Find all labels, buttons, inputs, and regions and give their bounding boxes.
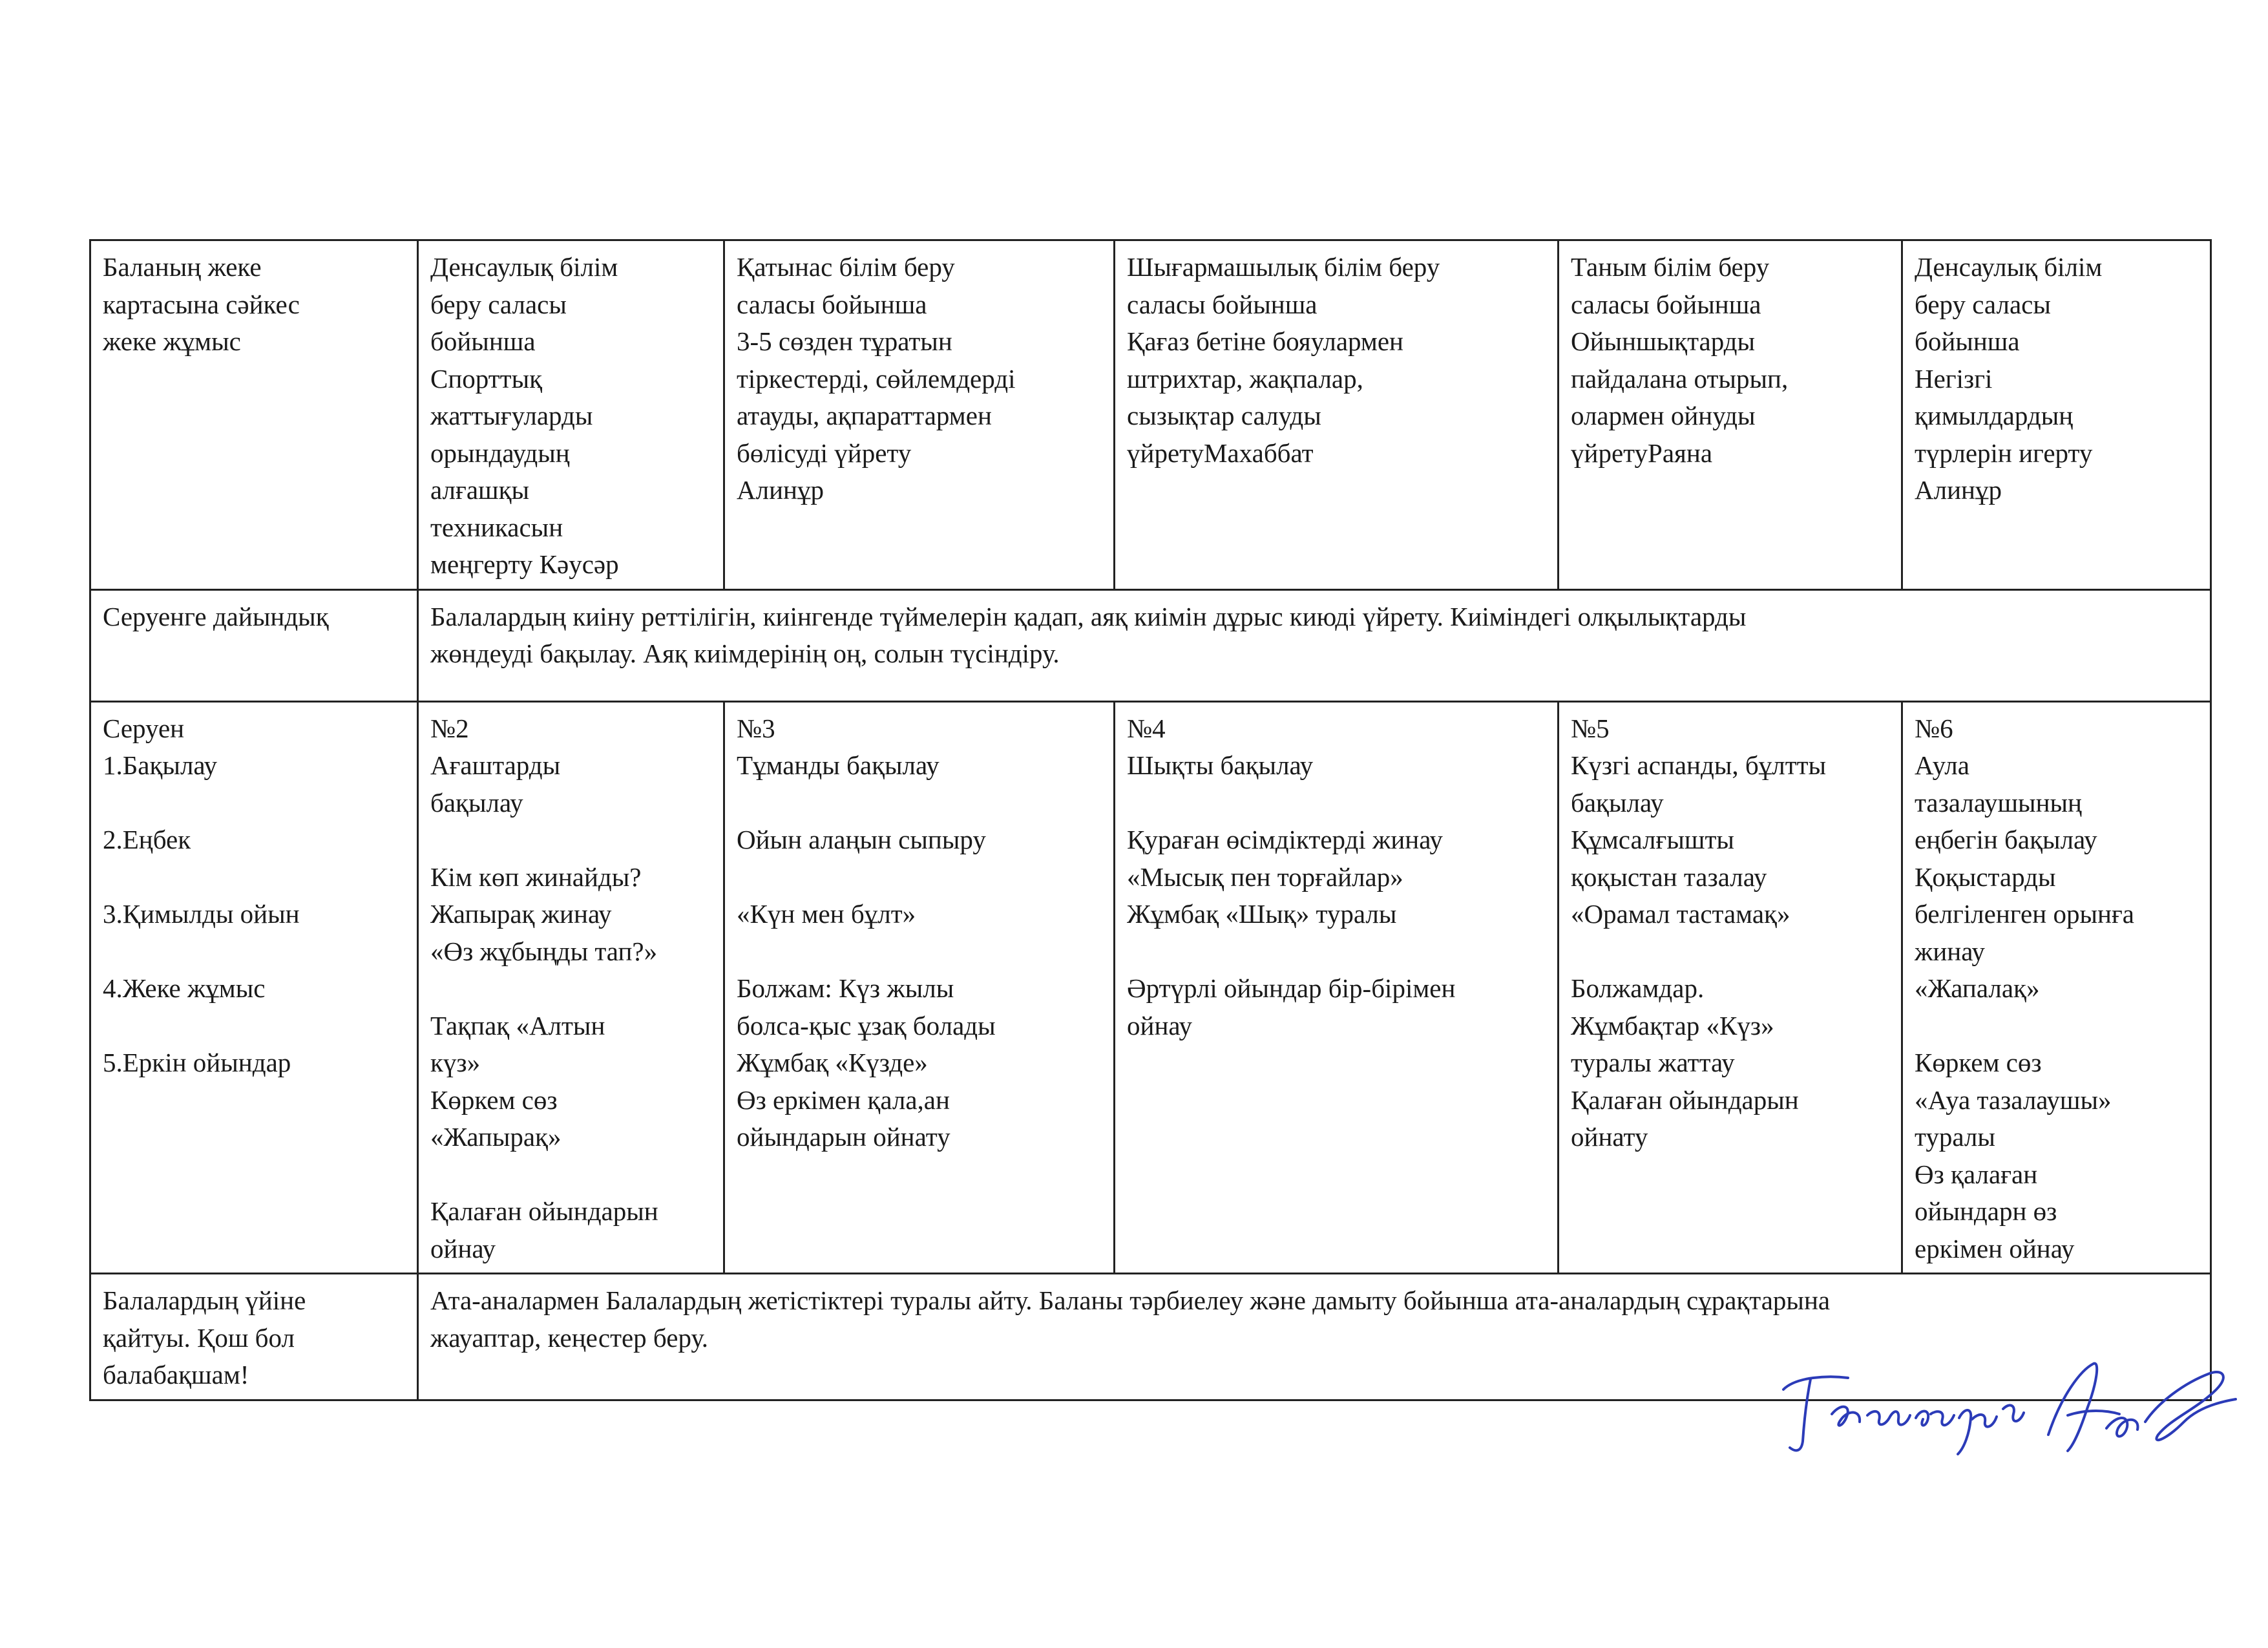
daily-plan-table	[89, 239, 2212, 1401]
individual-work-cell: Денсаулық білім беру саласы бойынша Негізгі қимылдардың түрлерін игерту Алинұр	[1902, 240, 2211, 590]
row-label-walk: Серуен 1.Бақылау 2.Еңбек 3.Қимылды ойын 4.Жеке жұмыс 5.Еркін ойындар	[90, 701, 418, 1274]
row-label-individual-work: Баланың жеке картасына сәйкес жеке жұмыс	[90, 240, 418, 590]
walk-preparation-text: Балалардың киіну реттілігін, киінгенде түймелерін қадап, аяқ киімін дұрыс киюді үйрету. Киіміндегі олқылықтарды жөндеуді бақылау. Аяқ киімдерінің оң, солын түсіндіру.	[418, 589, 2211, 701]
walk-plan-cell: №6 Аула тазалаушының еңбегін бақылау Қоқыстарды белгіленген орынға жинау «Жапалақ» Көркем сөз «Ауа тазалаушы» туралы Өз қалаған ойындарн өз еркімен ойнау	[1902, 701, 2211, 1274]
walk-plan-cell: №3 Тұманды бақылау Ойын алаңын сыпыру «Күн мен бұлт» Болжам: Күз жылы болса-қыс ұзақ болады Жұмбақ «Күзде» Өз еркімен қала,ан ойындарын ойнату	[724, 701, 1115, 1274]
individual-work-cell: Денсаулық білім беру саласы бойынша Спорттық жаттығуларды орындаудың алғашқы техникасын меңгерту Кәусәр	[418, 240, 724, 590]
individual-work-cell: Шығармашылық білім беру саласы бойынша Қағаз бетіне бояулармен штрихтар, жақпалар, сызықтар салуды үйретуМахаббат	[1115, 240, 1559, 590]
walk-preparation-row	[90, 589, 2211, 701]
walk-row	[90, 701, 2211, 1274]
walk-plan-cell: №5 Күзгі аспанды, бұлтты бақылау Құмсалғышты қоқыстан тазалау «Орамал тастамақ» Болжамдар. Жұмбақтар «Күз» туралы жаттау Қалаған ойындарын ойнату	[1559, 701, 1902, 1274]
row-label-going-home: Балалардың үйіне қайтуы. Қош бол балабақшам!	[90, 1274, 418, 1400]
walk-plan-cell: №4 Шықты бақылау Қураған өсімдіктерді жинау «Мысық пен торғайлар» Жұмбақ «Шық» туралы Әртүрлі ойындар бір-бірімен ойнау	[1115, 701, 1559, 1274]
row-label-walk-preparation: Серуенге дайындық	[90, 589, 418, 701]
handwritten-signature	[1770, 1338, 2249, 1467]
individual-work-cell: Қатынас білім беру саласы бойынша 3-5 сөзден тұратын тіркестерді, сөйлемдерді атауды, ақпараттармен бөлісуді үйрету Алинұр	[724, 240, 1115, 590]
individual-work-row	[90, 240, 2211, 590]
going-home-text: Ата-аналармен Балалардың жетістіктері туралы айту. Баланы тәрбиелеу және дамыту бойынша ата-аналардың сұрақтарына жауаптар, кеңестер беру.	[418, 1274, 2211, 1400]
walk-plan-cell: №2 Ағаштарды бақылау Кім көп жинайды? Жапырақ жинау «Өз жұбыңды тап?» Тақпақ «Алтын күз» Көркем сөз «Жапырақ» Қалаған ойындарын ойнау	[418, 701, 724, 1274]
individual-work-cell: Таным білім беру саласы бойынша Ойыншықтарды пайдалана отырып, олармен ойнуды үйретуРаяна	[1559, 240, 1902, 590]
